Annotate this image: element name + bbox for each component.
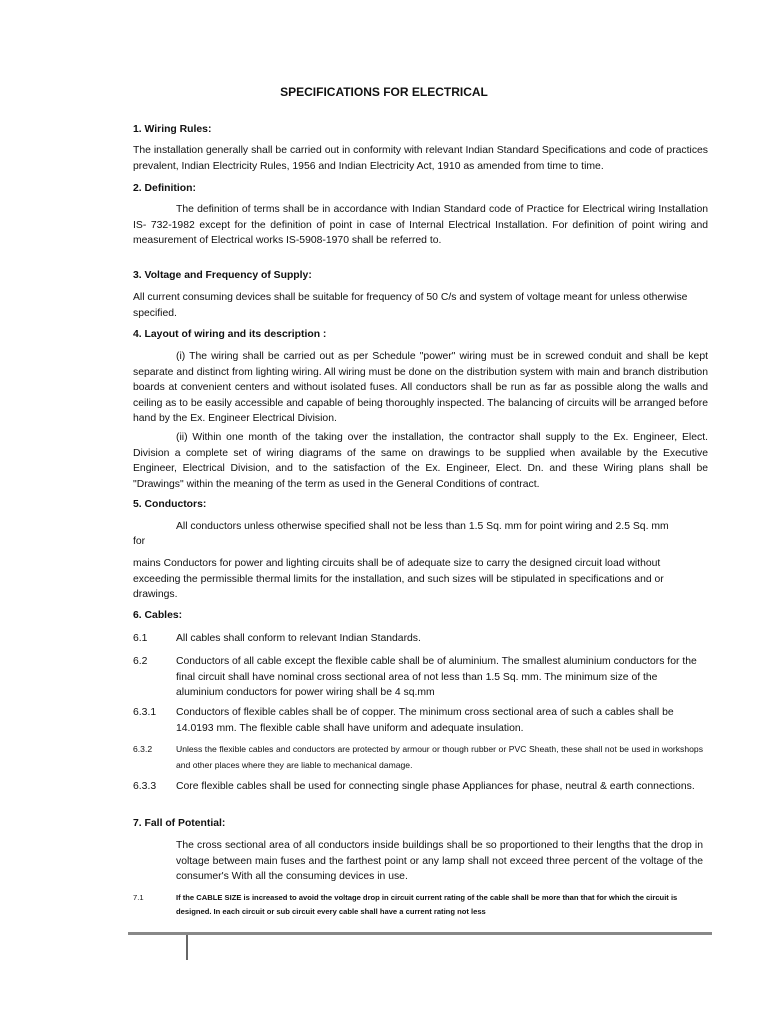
page-title: SPECIFICATIONS FOR ELECTRICAL [280, 85, 488, 99]
list-item: Conductors of all cable except the flexible cable shall be of aluminium. The smallest aluminium conductors for the final circuit shall have nominal cross sectional area of not less than 1.5 Sq. mm. The minimum size of the aluminium conductors for power wiring shall be 4 sq.mm [176, 656, 697, 698]
item-number: 6.1 [133, 633, 148, 644]
section-7-heading: 7. Fall of Potential: [133, 818, 226, 829]
item-number: 7.1 [133, 893, 144, 902]
section-7-item: If the CABLE SIZE is increased to avoid the voltage drop in circuit current rating of the cable shall be more than that for which the circuit is designed. In each circuit or sub circuit every cable shall have a current rating not less [176, 893, 678, 916]
section-5-paragraph-1-cont: for [133, 536, 146, 547]
item-number: 6.3.1 [133, 707, 157, 718]
list-item: Conductors of flexible cables shall be of copper. The minimum cross sectional area of such a cables shall be 14.0193 mm. The flexible cable shall have uniform and adequate insulation. [176, 707, 674, 734]
section-3-body: All current consuming devices shall be suitable for frequency of 50 C/s and system of voltage meant for unless otherwise specified. [133, 292, 688, 319]
section-3-heading: 3. Voltage and Frequency of Supply: [133, 270, 312, 281]
section-1-body: The installation generally shall be carried out in conformity with relevant Indian Standard Specifications and code of practices prevalent, Indian Electricity Rules, 1956 and Indian Electricity Act, 1910 as amended from time to time. [133, 145, 708, 172]
section-2-heading: 2. Definition: [133, 183, 196, 194]
section-1-heading: 1. Wiring Rules: [133, 124, 212, 135]
footer-tick [186, 935, 188, 960]
footer-divider [128, 932, 712, 935]
list-item: Core flexible cables shall be used for connecting single phase Appliances for phase, neutral & earth connections. [176, 781, 695, 792]
list-item: Unless the flexible cables and conductors are protected by armour or though rubber or PVC Sheath, these shall not be used in workshops and other places where they are liable to mechanical damage. [176, 744, 703, 770]
list-item: All cables shall conform to relevant Indian Standards. [176, 633, 421, 644]
item-number: 6.3.3 [133, 781, 157, 792]
section-7-body: The cross sectional area of all conductors inside buildings shall be so proportioned to their lengths that the drop in voltage between main fuses and the farthest point or any lamp shall not exceed three percent of the voltage of the consumer's With all the consuming devices in use. [176, 840, 703, 882]
section-5-paragraph-1: All conductors unless otherwise specified shall not be less than 1.5 Sq. mm for point wiring and 2.5 Sq. mm [176, 521, 669, 532]
section-5-paragraph-2: mains Conductors for power and lighting circuits shall be of adequate size to carry the designed circuit load without exceeding the permissible thermal limits for the installation, and such sizes will be stipulated in specifications and or drawings. [133, 558, 664, 600]
section-4-paragraph-2: (ii) Within one month of the taking over the installation, the contractor shall supply to the Ex. Engineer, Elect. Division a complete set of wiring diagrams of the same on drawings to be supplied when available by the Executive Engineer, Electrical Division, and to the satisfaction of the Ex. Engineer, Elect. Dn. and these Wiring plans shall be "Drawings" within the meaning of the term as used in the General Conditions of contract. [133, 432, 708, 490]
section-4-paragraph-1: (i) The wiring shall be carried out as per Schedule "power" wiring must be in screwed conduit and shall be kept separate and distinct from lighting wiring. All wiring must be done on the distribution system with main and branch distribution boards at convenient centers and without isolated fuses. All conductors shall be run as far as possible along the walls and ceiling as to be easily accessible and capable of being thoroughly inspected. The balancing of circuits will be arranged before hand by the Ex. Engineer Electrical Division. [133, 351, 708, 424]
section-2-body: The definition of terms shall be in accordance with Indian Standard code of Practice for Electrical wiring Installation IS- 732-1982 except for the definition of point in case of Internal Electrical Installation. For definition of point wiring and measurement of Electrical works IS-5908-1970 shall be referred to. [133, 204, 708, 246]
item-number: 6.3.2 [133, 744, 153, 754]
section-4-heading: 4. Layout of wiring and its description : [133, 329, 327, 340]
section-6-heading: 6. Cables: [133, 610, 183, 621]
section-5-heading: 5. Conductors: [133, 499, 207, 510]
item-number: 6.2 [133, 656, 148, 667]
